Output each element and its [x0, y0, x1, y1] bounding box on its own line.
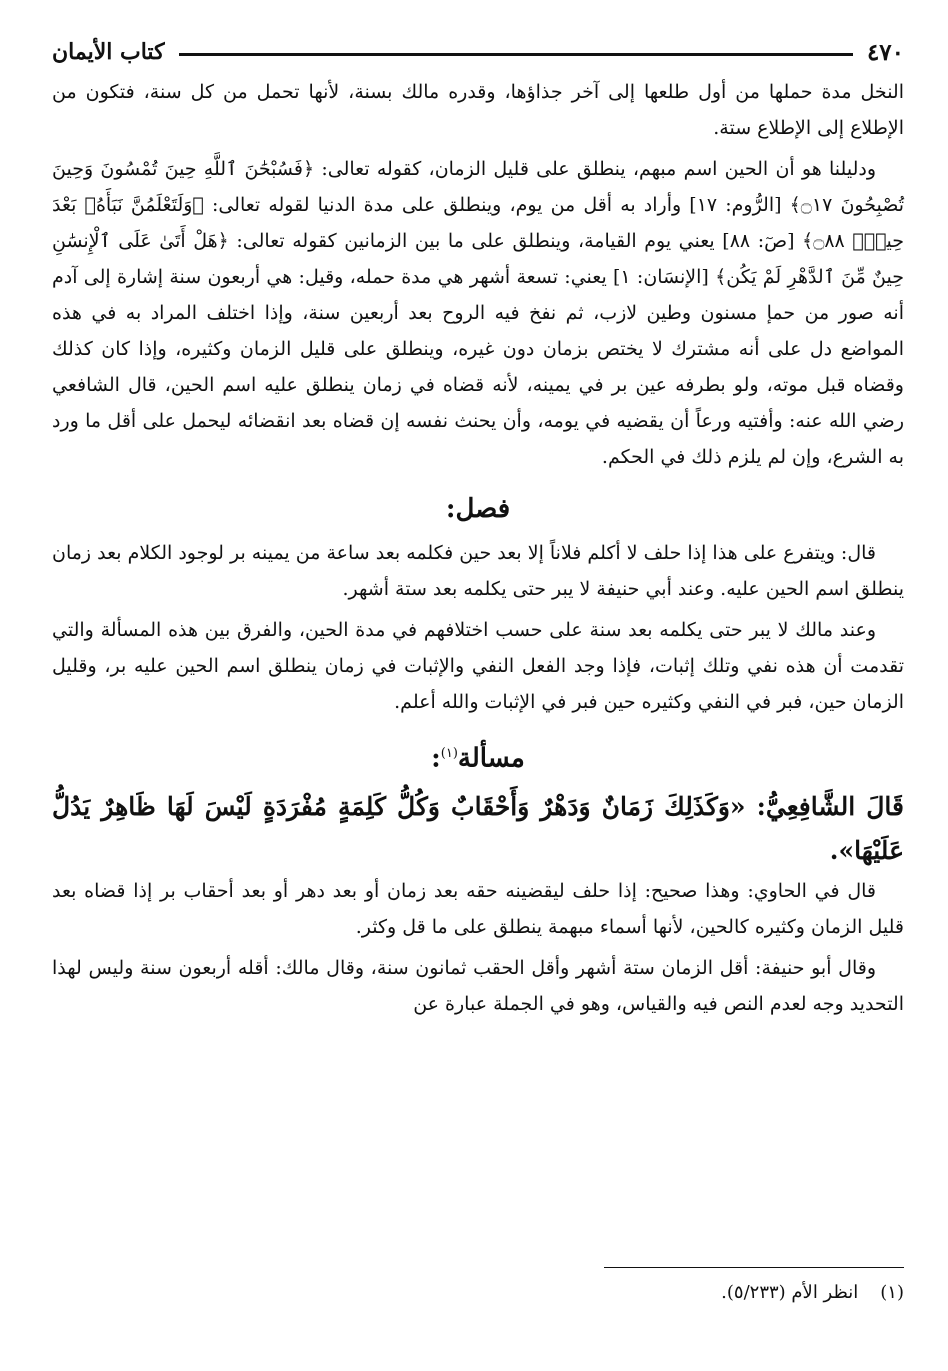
footnote [721, 1278, 904, 1308]
footnote-text: انظر الأم (٥/٢٣٣). [721, 1282, 859, 1303]
paragraph: النخل مدة حملها من أول طلعها إلى آخر جذاؤها، وقدره مالك بسنة، لأنها تحمل من كل سنة، فتكون من الإطلاع إلى الإطلاع ستة. [52, 81, 904, 139]
footnote-reference: (١) [440, 746, 458, 761]
book-title: كتاب الأيمان [52, 39, 165, 65]
paragraph: قال في الحاوي: وهذا صحيح: إذا حلف ليقضينه حقه بعد زمان أو بعد دهر أو بعد أحقاب بر إذا قضاه بعد قليل الزمان وكثيره كالحين، لأنها أسماء مبهمة ينطلق على ما قل وكثر. [52, 879, 904, 938]
paragraph: ودليلنا هو أن الحين اسم مبهم، ينطلق على قليل الزمان، كقوله تعالى: ﴿فَسُبْحَٰنَ ٱللَّهِ حِينَ تُمْسُونَ وَحِينَ تُصْبِحُونَ ۝١٧﴾ [الرُّوم: ١٧] وأراد به أقل من يوم، وينطلق على مدة الدنيا لقوله تعالى: ﴿وَلَتَعْلَمُنَّ نَبَأَهُۥ بَعْدَ حِينٍۭ ۝٨٨﴾ [صٓ: ٨٨] يعني يوم القيامة، وينطلق على ما بين الزمانين كقوله تعالى: ﴿هَلْ أَتَىٰ عَلَى ٱلْإِنسَٰنِ حِينٌ مِّنَ ٱلدَّهْرِ لَمْ يَكُن﴾ [الإنسَان: ١] يعني: تسعة أشهر هي مدة حمله، وقيل: هي أربعون سنة إشارة إلى آدم أنه صور من حمإ مسنون وطين لازب، ثم نفخ فيه الروح بعد أربعين سنة، وإذا اختلف المراد به في هذه المواضع دل على أنه مشترك لا يختص بزمان دون غيره، وينطلق على قليل الزمان وكثيره، وإذا كان كذلك وقضاه قبل موته، ولو بطرفه عين بر في يمينه، لأنه قضاه في زمان ينطلق عليه اسم الحين، قال الشافعي رضي الله عنه: وأفتيه ورعاً أن يقضيه في يومه، وأن يحنث نفسه إن قضاه بعد انقضائه ليحمل على أقل ما ورد به الشرع، وإن لم يلزم ذلك في الحكم. [52, 158, 905, 468]
masala-title: مسألة [457, 743, 525, 774]
paragraph: قال: ويتفرع على هذا إذا حلف لا أكلم فلاناً إلا بعد حين فكلمه بعد ساعة من يمينه بر لوجود الكلام بعد زمان ينطلق اسم الحين عليه. وعند أبي حنيفة لا يبر حتى يكلمه بعد ستة أشهر. [52, 542, 904, 600]
matn-quote: قَالَ الشَّافِعِيُّ: «وَكَذَلِكَ زَمَانٌ وَدَهْرٌ وَأَحْقَابٌ وَكُلُّ كَلِمَةٍ مُفْرَدَةٍ لَيْسَ لَهَا ظَاهِرٌ يَدُلُّ عَلَيْهَا». [52, 791, 904, 865]
header-rule [179, 53, 853, 56]
footnote-rule [604, 1267, 904, 1268]
masala-colon: : [431, 743, 441, 774]
paragraph: وعند مالك لا يبر حتى يكلمه بعد سنة على حسب اختلافهم في مدة الحين، والفرق بين هذه المسألة والتي تقدمت أن هذه نفي وتلك إثبات، فإذا وجد الفعل النفي والإثبات في زمان ينطلق اسم الحين عليه بر، وقليل الزمان حين، فبر في النفي وكثيره حين فبر في الإثبات والله أعلم. [52, 619, 904, 713]
page-number: ٤٧٠ [866, 38, 904, 66]
book-page [52, 30, 904, 1350]
footnote-mark: (١) [880, 1282, 904, 1303]
section-heading-fasl: فصل: [445, 494, 511, 524]
main-text [52, 74, 904, 1022]
paragraph: وقال أبو حنيفة: أقل الزمان ستة أشهر وأقل الحقب ثمانون سنة، وقال مالك: أقله أربعون سنة وليس لهذا التحديد وجه لعدم النص فيه والقياس، وهو في الجملة عبارة عن [52, 956, 904, 1015]
page-header [52, 30, 904, 74]
section-heading-masala [52, 732, 904, 781]
